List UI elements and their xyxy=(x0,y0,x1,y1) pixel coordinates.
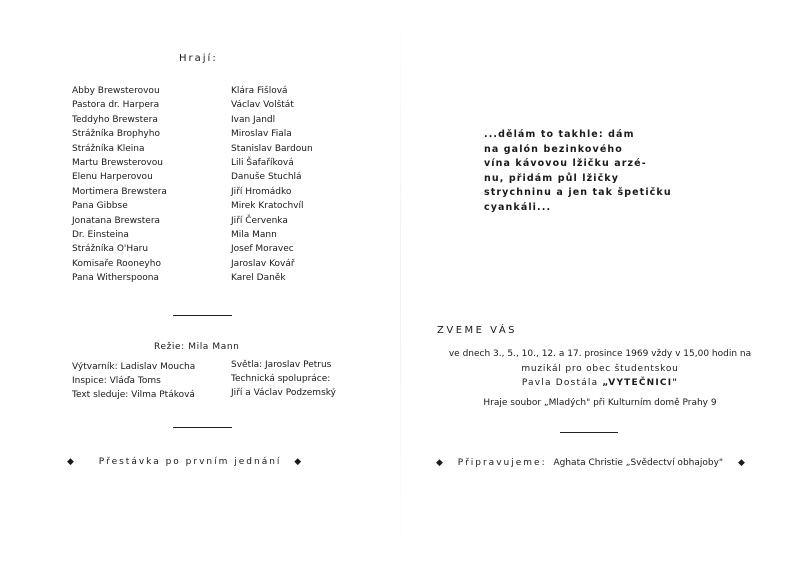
divider-rule xyxy=(173,315,232,316)
role-name: Dr. Einsteina xyxy=(72,230,129,241)
role-name: Strážníka O'Haru xyxy=(72,244,149,255)
invite-line2: muzikál pro obec študentskou xyxy=(521,364,679,374)
actor-name: Mirek Kratochvíl xyxy=(231,201,304,212)
role-name: Pana Witherspoona xyxy=(72,273,159,284)
actor-name: Stanislav Bardoun xyxy=(231,143,313,154)
upcoming-line xyxy=(436,456,745,470)
credit-technical-names: Jiří a Václav Podzemský xyxy=(231,388,336,398)
direction-credit: Režie: Mila Mann xyxy=(154,342,240,352)
role-name: Komisaře Rooneyho xyxy=(72,258,161,269)
credit-technical-label: Technická spolupráce: xyxy=(231,374,331,384)
diamond-icon: ◆ xyxy=(436,458,443,468)
actor-name: Mila Mann xyxy=(231,230,277,241)
diamond-icon: ◆ xyxy=(67,457,74,467)
quote-line: strychninu a jen tak špetičku xyxy=(484,187,672,199)
invite-ensemble: Hraje soubor „Mladých" při Kulturním domě Prahy 9 xyxy=(483,398,717,408)
upcoming-text: Aghata Christie „Svědectví obhajoby" xyxy=(553,458,724,468)
invite-line3 xyxy=(420,376,780,390)
diamond-icon: ◆ xyxy=(294,457,302,467)
divider-rule xyxy=(173,427,232,428)
role-name: Martu Brewsterovou xyxy=(72,158,163,169)
actor-name: Václav Volštát xyxy=(231,100,294,111)
credits-left xyxy=(72,360,195,402)
cast-heading: Hrají: xyxy=(179,53,218,64)
quote-line: vína kávovou lžičku arzé- xyxy=(484,158,647,170)
actor-name: Miroslav Fiala xyxy=(231,129,292,140)
actor-name: Jiří Červenka xyxy=(231,215,288,226)
actor-name: Klára Fišlová xyxy=(231,86,288,96)
credit-prompter: Text sleduje: Vilma Ptáková xyxy=(72,390,195,400)
actor-name: Josef Moravec xyxy=(231,244,294,255)
credit-lights: Světla: Jaroslav Petrus xyxy=(231,360,332,370)
role-name: Mortimera Brewstera xyxy=(72,186,167,197)
role-name: Pana Gibbse xyxy=(72,201,128,212)
role-name: Strážníka Brophyho xyxy=(72,129,160,140)
page-fold xyxy=(400,0,401,566)
roles-column xyxy=(72,84,167,286)
quote-line: nu, přidám půl lžičky xyxy=(484,172,620,184)
intermission-line xyxy=(67,455,301,469)
quote-line: cyankáli... xyxy=(484,201,552,213)
role-name: Strážníka Kleina xyxy=(72,143,145,154)
upcoming-label: Připravujeme: xyxy=(457,458,547,468)
actors-column xyxy=(231,84,313,286)
credits-right xyxy=(231,358,336,400)
quote-line: ...dělám to takhle: dám xyxy=(484,129,635,140)
actor-name: Jiří Hromádko xyxy=(231,186,292,197)
actor-name: Lili Šafaříková xyxy=(231,158,294,169)
role-name: Abby Brewsterovou xyxy=(72,86,160,96)
role-name: Pastora dr. Harpera xyxy=(72,100,160,111)
intermission-text: Přestávka po prvním jednání xyxy=(98,457,282,467)
credit-stage-manager: Inspice: Vláďa Toms xyxy=(72,376,161,386)
invite-author: Pavla Dostála xyxy=(521,378,599,388)
quote-line: na galón bezinkového xyxy=(484,143,623,155)
invite-dates: ve dnech 3., 5., 10., 12. a 17. prosince 1969 vždy v 15,00 hodin na xyxy=(448,349,752,359)
role-name: Elenu Harperovou xyxy=(72,172,153,183)
quote-block xyxy=(484,128,672,216)
invite-heading: ZVEME VÁS xyxy=(437,325,518,336)
role-name: Teddyho Brewstera xyxy=(72,114,158,125)
diamond-icon: ◆ xyxy=(737,458,745,468)
actor-name: Ivan Jandl xyxy=(231,114,276,125)
credit-designer: Výtvarník: Ladislav Moucha xyxy=(72,362,196,372)
actor-name: Danuše Stuchlá xyxy=(231,172,302,183)
role-name: Jonatana Brewstera xyxy=(72,215,161,226)
actor-name: Jaroslav Kovář xyxy=(231,258,295,269)
actor-name: Karel Daněk xyxy=(231,273,286,284)
invite-title: „VYTEČNICI" xyxy=(602,378,679,388)
divider-rule xyxy=(560,432,618,433)
